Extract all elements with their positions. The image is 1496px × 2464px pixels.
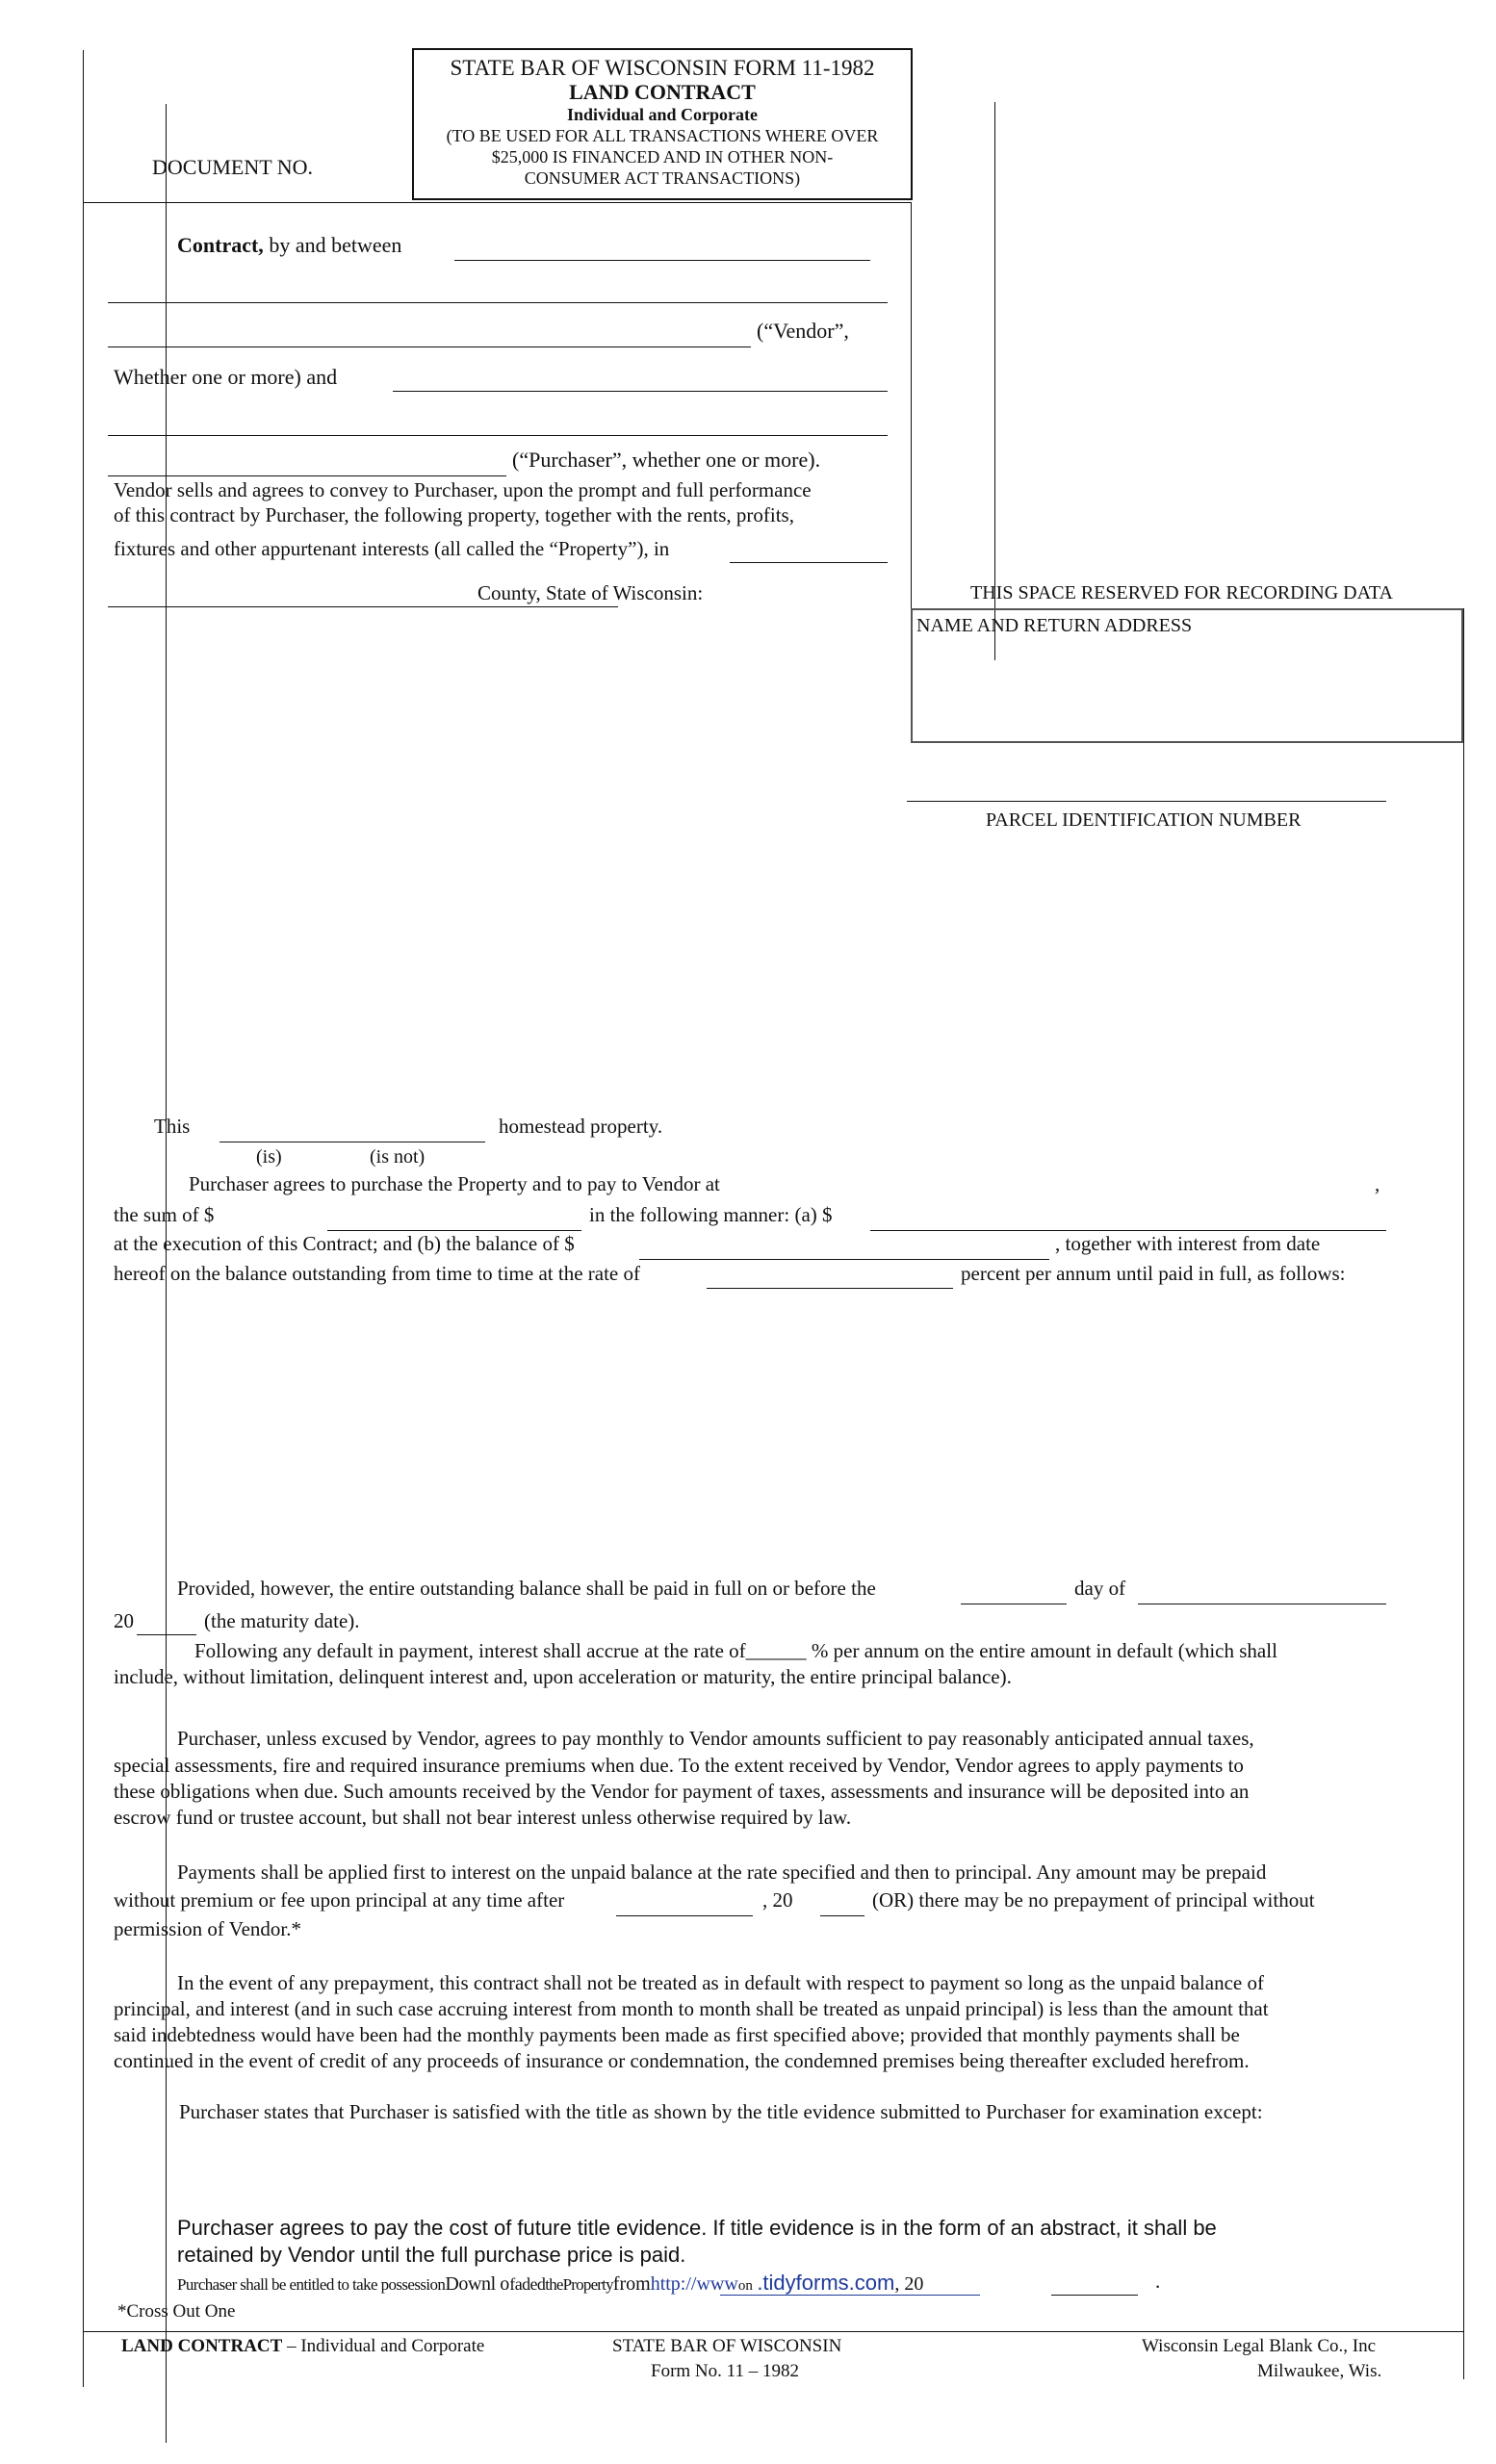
taxes-line-3: these obligations when due. Such amounts received by the Vendor for payment of taxes, assessments and insurance will be deposited into an: [114, 1780, 1250, 1803]
maturity-year-prefix: 20: [114, 1609, 134, 1632]
homestead-is-label: (is): [256, 1146, 282, 1168]
vendor-label: (“Vendor”,: [757, 319, 849, 343]
footer-left: [121, 2335, 484, 2358]
taxes-line-4: escrow fund or trustee account, but shall not bear interest unless otherwise required by law.: [114, 1806, 852, 1829]
percent-per-annum-label: percent per annum until paid in full, as follows:: [961, 1262, 1346, 1285]
homestead-is-not-label: (is not): [370, 1146, 426, 1168]
possession-watermark-1: Downl: [445, 2273, 496, 2295]
left-border-line: [83, 202, 84, 2387]
payments-line-1: Payments shall be applied first to interest on the unpaid balance at the rate specified and then to principal. Any amount may be prepaid: [177, 1861, 1267, 1884]
taxes-line-2: special assessments, fire and required insurance premiums when due. To the extent received by Vendor, Vendor agrees to apply payments to: [114, 1754, 1244, 1777]
together-interest-label: , together with interest from date: [1055, 1232, 1321, 1255]
maturity-date-label: (the maturity date).: [204, 1609, 360, 1632]
tidyforms-link[interactable]: http://wwwon .tidyforms.com: [650, 2271, 895, 2295]
parcel-id-field[interactable]: [907, 801, 1386, 802]
future-title-line-1: Purchaser agrees to pay the cost of future title evidence. If title evidence is in the form of an abstract, it shall be: [177, 2216, 1217, 2240]
footer-center-2: Form No. 11 – 1982: [651, 2361, 799, 2381]
whether-one-or-more-label: Whether one or more) and: [114, 365, 338, 389]
possession-watermark-4: theProperty: [545, 2275, 613, 2294]
payments-line-3: permission of Vendor.*: [114, 1917, 302, 1940]
interest-rate-field[interactable]: [707, 1288, 953, 1289]
prepayment-line-1: In the event of any prepayment, this contract shall not be treated as in default with respect to payment so long as the unpaid balance of: [177, 1971, 1264, 1994]
homestead-property-label: homestead property.: [499, 1115, 663, 1138]
vendor-name-field-2[interactable]: [108, 302, 888, 303]
future-title-line-2: retained by Vendor until the full purchase price is paid.: [177, 2243, 686, 2267]
title-satisfied-line: Purchaser states that Purchaser is satisfied with the title as shown by the title evidence submitted to Purchaser for examination except:: [179, 2100, 1263, 2123]
execution-balance-label: at the execution of this Contract; and (b) the balance of $: [114, 1232, 575, 1255]
down-payment-field[interactable]: [870, 1230, 1386, 1231]
sells-line-3: fixtures and other appurtenant interests (all called the “Property”), in: [114, 537, 670, 560]
sells-line-1: Vendor sells and agrees to convey to Purchaser, upon the prompt and full performance: [114, 478, 812, 501]
tidyforms-link-underline: [720, 2295, 980, 2296]
prepayment-line-3: said indebtedness would have been had the monthly payments been made as first specified above; provided that monthly payments shall be: [114, 2023, 1240, 2046]
cross-out-note: *Cross Out One: [117, 2301, 236, 2322]
provided-however-line: Provided, however, the entire outstanding balance shall be paid in full on or before the: [177, 1577, 876, 1600]
vendor-name-field-3[interactable]: [108, 346, 751, 347]
form-title: LAND CONTRACT: [569, 80, 756, 104]
footer-center-1: STATE BAR OF WISCONSIN: [612, 2336, 842, 2356]
contract-intro: [177, 234, 401, 257]
footer-right-line: [1463, 2331, 1464, 2379]
form-note-line-3: CONSUMER ACT TRANSACTIONS): [524, 168, 801, 188]
purchaser-label: (“Purchaser”, whether one or more).: [512, 448, 821, 472]
contract-rest-label: by and between: [263, 233, 402, 257]
purchase-comma: ,: [1375, 1172, 1380, 1195]
right-border-line: [1463, 608, 1464, 2331]
purchaser-name-field-3[interactable]: [108, 475, 506, 476]
default-line-2: include, without limitation, delinquent interest and, upon acceleration or maturity, the entire principal balance).: [114, 1665, 1012, 1688]
top-border-line: [83, 202, 911, 203]
prepayment-line-2: principal, and interest (and in such case accruing interest from month to month shall be treated as unpaid principal) is less than the amount that: [114, 1997, 1269, 2020]
possession-watermark-3: faded: [509, 2274, 546, 2294]
parcel-id-label: PARCEL IDENTIFICATION NUMBER: [986, 809, 1302, 831]
payments-line-2a: without premium or fee upon principal at any time after: [114, 1888, 565, 1912]
sells-line-2: of this contract by Purchaser, the following property, together with the rents, profits,: [114, 503, 794, 526]
payments-line-2b: , 20: [762, 1888, 793, 1912]
vendor-name-field-1[interactable]: [454, 260, 870, 261]
footer-right-2: Milwaukee, Wis.: [1257, 2361, 1382, 2381]
footer-right-1: Wisconsin Legal Blank Co., Inc: [1142, 2336, 1377, 2356]
form-number-line: STATE BAR OF WISCONSIN FORM 11-1982: [450, 56, 875, 80]
hereof-rate-label: hereof on the balance outstanding from time to time at the rate of: [114, 1262, 640, 1285]
sum-of-label: the sum of $: [114, 1203, 215, 1226]
prepay-year-field[interactable]: [820, 1915, 864, 1916]
footer-left-line: [83, 2331, 84, 2379]
possession-watermark-2: o: [500, 2273, 510, 2295]
contract-bold-label: Contract,: [177, 233, 264, 257]
property-county-field[interactable]: [108, 606, 618, 607]
footer-top-line: [83, 2331, 1463, 2332]
possession-year-field[interactable]: [1051, 2295, 1138, 2296]
county-state-label: County, State of Wisconsin:: [477, 581, 704, 604]
form-note-line-1: (TO BE USED FOR ALL TRANSACTIONS WHERE OVER: [446, 126, 879, 145]
form-subtitle: Individual and Corporate: [566, 105, 759, 124]
right-inner-line: [994, 102, 995, 660]
prepay-date-field[interactable]: [616, 1915, 753, 1916]
footer-title-rest: – Individual and Corporate: [282, 2336, 485, 2356]
homestead-this-label: This: [154, 1115, 191, 1138]
default-line-1: Following any default in payment, interest shall accrue at the rate of______ % per annum on the entire amount in default (which shall: [194, 1639, 1277, 1662]
form-note-line-2: $25,000 IS FINANCED AND IN OTHER NON-: [491, 147, 834, 167]
day-of-label: day of: [1074, 1577, 1126, 1600]
document-number-label: DOCUMENT NO.: [152, 155, 314, 179]
possession-line: [177, 2272, 923, 2297]
purchaser-name-field-1[interactable]: [393, 391, 888, 392]
center-divider-line: [911, 202, 912, 608]
left-margin-line-top: [83, 50, 84, 202]
recording-reserved-label: THIS SPACE RESERVED FOR RECORDING DATA: [970, 582, 1393, 603]
taxes-line-1: Purchaser, unless excused by Vendor, agrees to pay monthly to Vendor amounts sufficient to pay reasonably anticipated annual taxes,: [177, 1727, 1254, 1750]
possession-text: Purchaser shall be entitled to take possession: [177, 2275, 446, 2294]
possession-watermark-5: from: [612, 2273, 651, 2295]
county-name-field[interactable]: [730, 562, 888, 563]
form-header-box: [412, 48, 913, 200]
maturity-year-field[interactable]: [137, 1634, 196, 1635]
purchaser-name-field-2[interactable]: [108, 435, 888, 436]
following-manner-label: in the following manner: (a) $: [589, 1203, 833, 1226]
balance-field[interactable]: [639, 1259, 1049, 1260]
possession-period: .: [1155, 2270, 1161, 2293]
footer-title-bold: LAND CONTRACT: [121, 2336, 283, 2356]
name-return-address-label: NAME AND RETURN ADDRESS: [916, 615, 1193, 636]
purchase-agrees-line: Purchaser agrees to purchase the Property and to pay to Vendor at: [189, 1172, 720, 1195]
possession-year-prefix: , 20: [894, 2273, 924, 2295]
purchase-price-field[interactable]: [327, 1230, 581, 1231]
prepayment-line-4: continued in the event of credit of any proceeds of insurance or condemnation, the condemned premises being thereafter excluded herefrom.: [114, 2049, 1250, 2072]
payments-line-2c: (OR) there may be no prepayment of principal without: [872, 1888, 1315, 1912]
